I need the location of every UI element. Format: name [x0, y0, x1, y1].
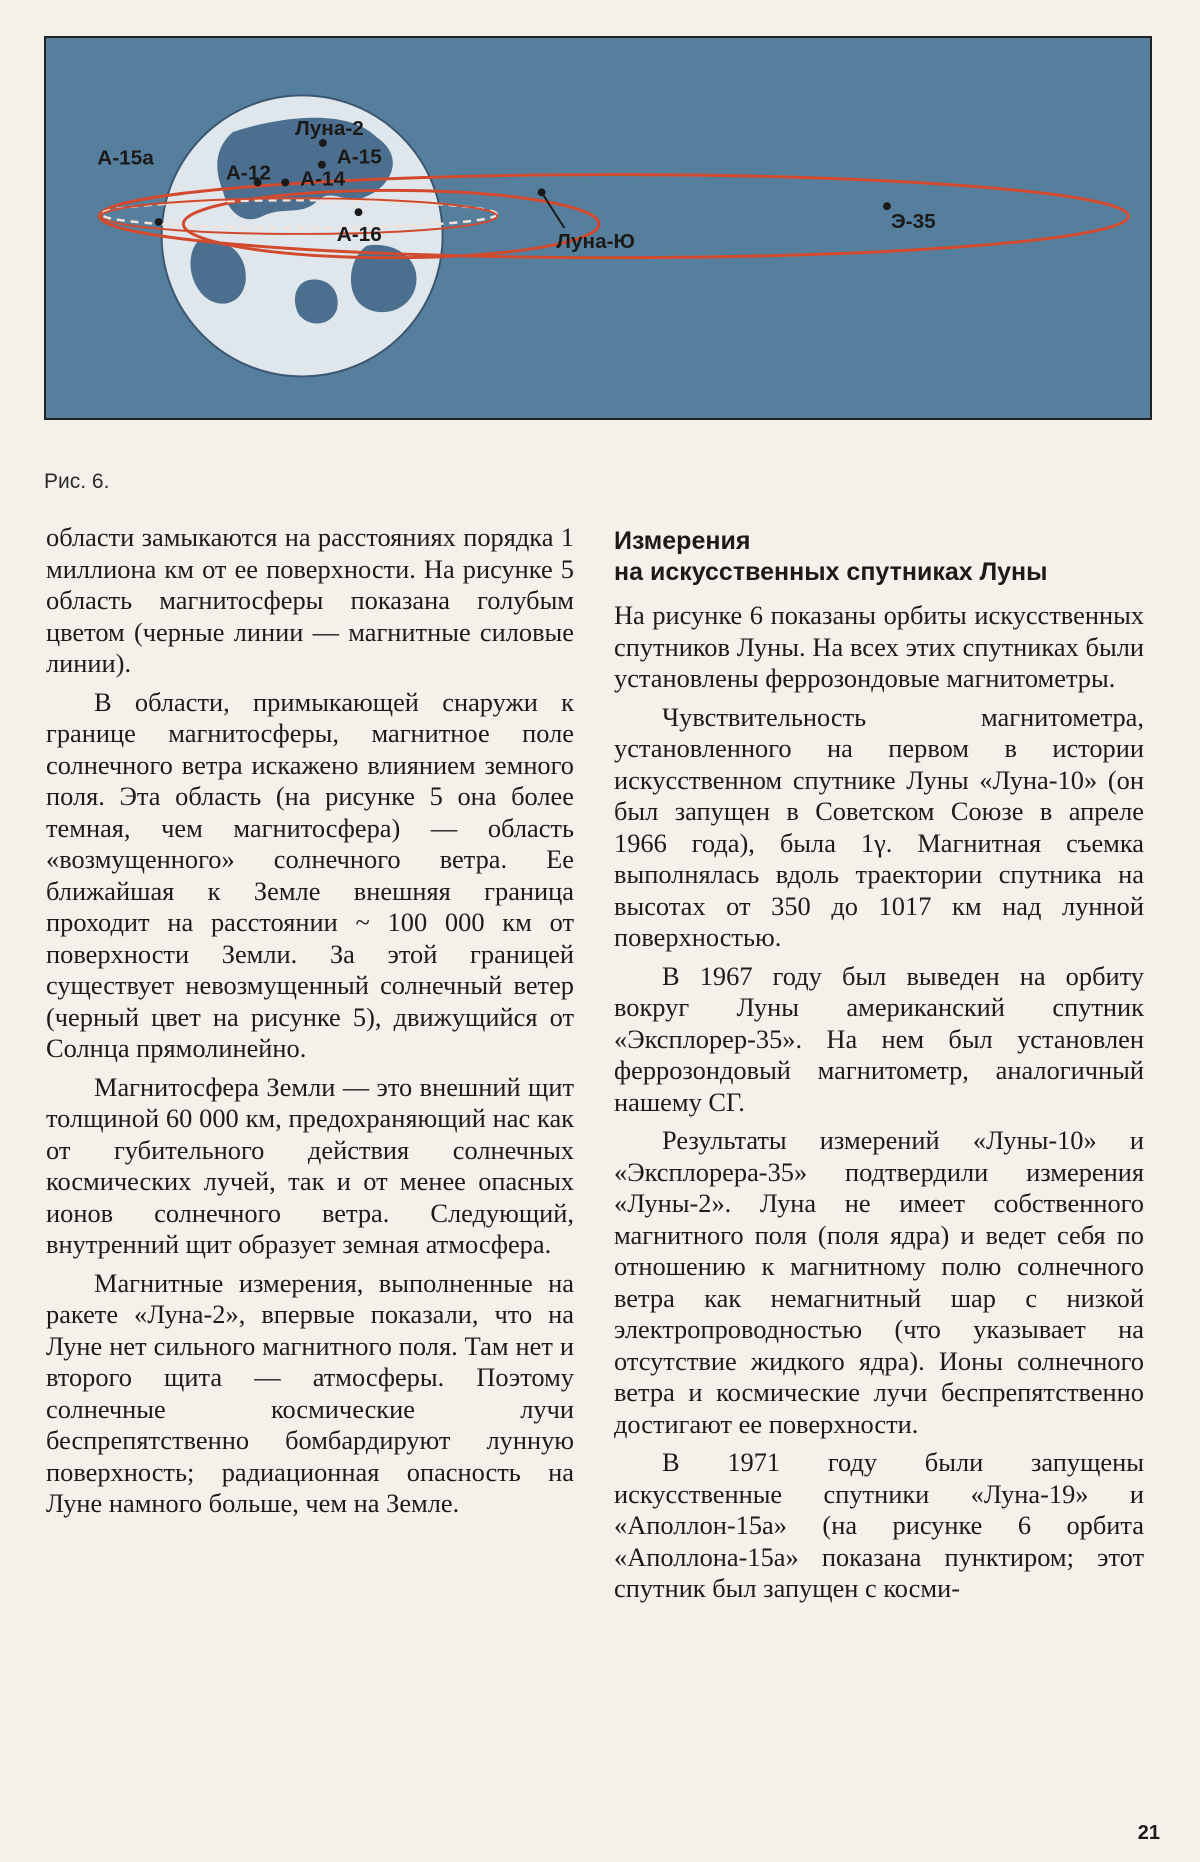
paragraph: Магнитосфера Земли — это внешний щит толщиной 60 000 км, предохраняющий нас как от губительного действия солнечных космических лучей, так и от менее опасных ионов солнечного ветра. Следующий, внутренний щит образует земная атмосфера. [46, 1071, 574, 1259]
paragraph: Чувствительность магнитометра, установленного на первом в истории искусственном спутнике Луны «Луна-10» (он был запущен в Советском Союзе в апреле 1966 года), была 1γ. Магнитная съемка выполнялась вдоль траектории спутника на высотах от 350 до 1017 км над лунной поверхностью. [614, 701, 1144, 952]
paragraph: В 1971 году были запущены искусственные спутники «Луна-19» и «Аполлон-15а» (на рисунке 6 орбита «Аполлона-15а» показана пунктиром; этот спутник был запущен с косми- [614, 1447, 1144, 1603]
point-a-15a [155, 218, 163, 226]
heading-line: на искусственных спутниках Луны [614, 558, 1048, 586]
label-a-16: А-16 [336, 222, 382, 246]
figure-6-moon-orbits [44, 36, 1152, 420]
point-a-14 [281, 179, 289, 187]
paragraph: Результаты измерений «Луны-10» и «Эксплорера-35» подтвердили измерения «Луны-2». Луна не имеет собственного магнитного поля (поля ядра) и ведет себя по отношению к магнитному полю солнечного ветра как немагнитный шар с низкой электропроводностью (что указывает на отсутствие жидкого ядра). Ионы солнечного ветра и космические лучи беспрепятственно достигают ее поверхности. [614, 1125, 1144, 1439]
paragraph: В области, примыкающей снаружи к границе магнитосферы, магнитное поле солнечного ветра искажено влиянием земного поля. Эта область (на рисунке 5 она более темная, чем магнитосфера) — область «возмущенного» солнечного ветра. Ее ближайшая к Земле внешняя граница проходит на расстоянии ~ 100 000 км от поверхности Земли. За этой границей существует невозмущенный солнечный ветер (черный цвет на рисунке 5), движущийся от Солнца прямолинейно. [46, 686, 574, 1063]
label-explorer-35: Э-35 [890, 209, 936, 233]
label-luna-2: Луна-2 [295, 116, 364, 140]
page-number: 21 [1137, 1822, 1160, 1844]
label-a-15: А-15 [336, 145, 382, 169]
right-column [614, 522, 1144, 1612]
heading-line: Измерения [614, 527, 751, 555]
paragraph: области замыкаются на расстояниях порядка 1 миллиона км от ее поверхности. На рисунке 5 область магнитосферы показана голубым цветом (черные линии — магнитные силовые линии). [46, 522, 574, 678]
paragraph: В 1967 году был выведен на орбиту вокруг Луны американский спутник «Эксплорер-35». На нем был установлен феррозондовый магнитометр, аналогичный нашему СГ. [614, 960, 1144, 1117]
label-luna-10: Луна-Ю [556, 229, 635, 253]
paragraph: На рисунке 6 показаны орбиты искусственных спутников Луны. На всех этих спутниках были установлены феррозондовые магнитометры. [614, 600, 1144, 693]
label-a-12: А-12 [225, 161, 271, 185]
point-luna-2 [319, 139, 327, 147]
figure-caption: Рис. 6. [44, 470, 110, 493]
point-explorer-35 [883, 202, 891, 210]
left-column [46, 522, 574, 1527]
label-a-15a: А-15а [97, 146, 154, 170]
orbit-diagram [46, 38, 1150, 418]
label-a-14: А-14 [300, 167, 346, 191]
section-heading [614, 526, 1144, 588]
point-a-16 [355, 208, 363, 216]
paragraph: Магнитные измерения, выполненные на ракете «Луна-2», впервые показали, что на Луне нет сильного магнитного поля. Там нет и второго щита — атмосферы. Поэтому солнечные космические лучи беспрепятственно бомбардируют лунную поверхность; радиационная опасность на Луне намного больше, чем на Земле. [46, 1267, 574, 1518]
